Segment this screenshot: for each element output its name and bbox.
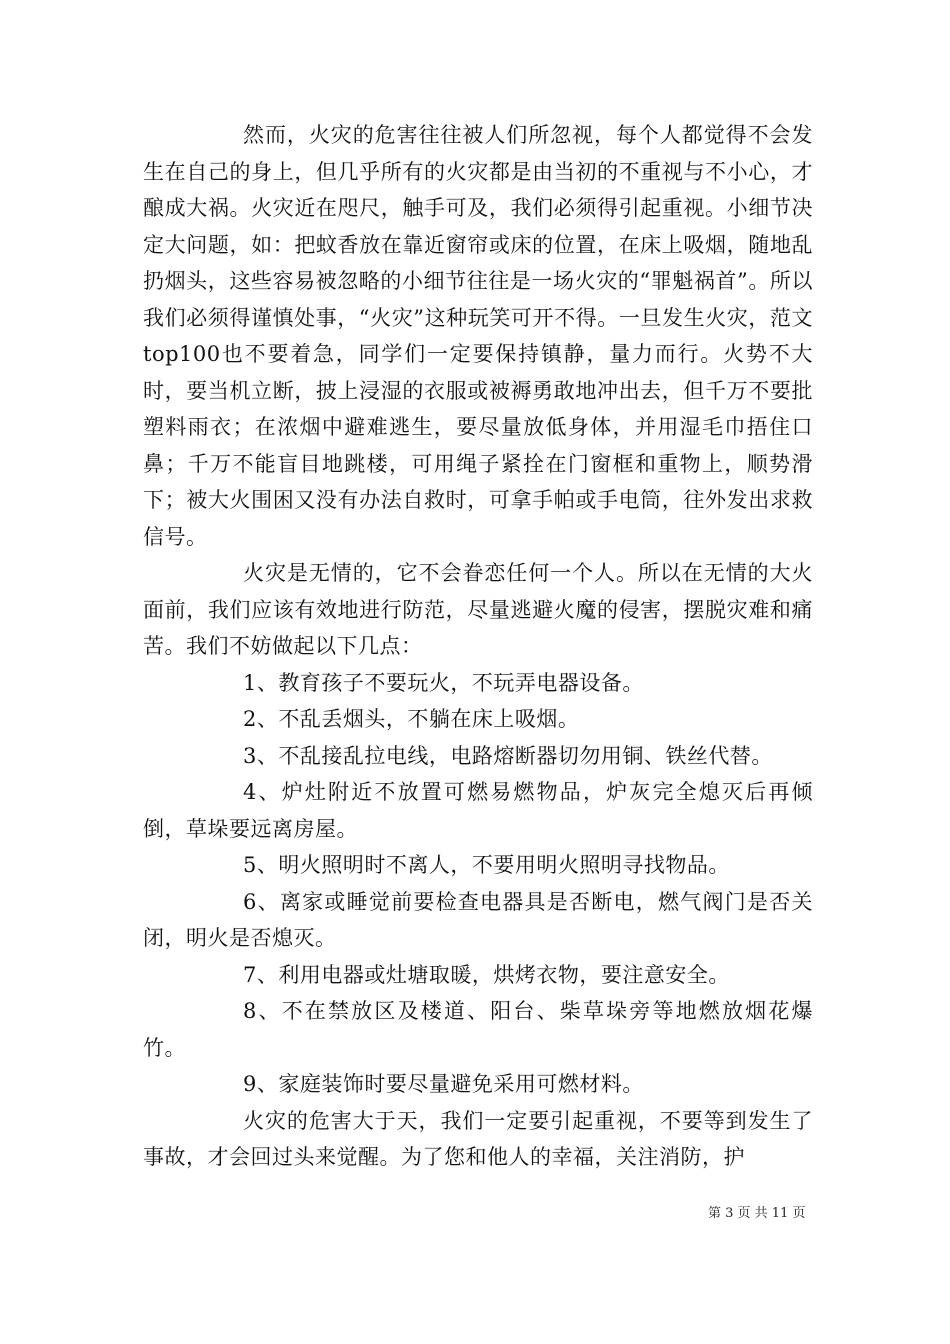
list-item: 4、炉灶附近不放置可燃易燃物品，炉灰完全熄灭后再倾倒，草垛要远离房屋。 bbox=[143, 780, 813, 841]
list-item: 8、不在禁放区及楼道、阳台、柴草垛旁等地燃放烟花爆竹。 bbox=[143, 999, 813, 1060]
page-number-footer: 第 3 页 共 11 页 bbox=[708, 1206, 806, 1221]
paragraph-closing: 火灾的危害大于天，我们一定要引起重视，不要等到发生了事故，才会回过头来觉醒。为了您和他人的幸福，关注消防，护 bbox=[143, 1108, 813, 1169]
list-item: 2、不乱丢烟头，不躺在床上吸烟。 bbox=[243, 707, 580, 731]
paragraph-fire-neglect: 然而，火灾的危害往往被人们所忽视，每个人都觉得不会发生在自己的身上，但几乎所有的火灾都是由当初的不重视与不小心，才酿成大祸。火灾近在咫尺，触手可及，我们必须得引起重视。小细节决定大问题，如：把蚊香放在靠近窗帘或床的位置，在床上吸烟，随地乱扔烟头，这些容易被忽略的小细节往往是一场火灾的“罪魁祸首”。所以我们必须得谨慎处事，“火灾”这种玩笑可开不得。一旦发生火灾，范文top100也不要着急，同学们一定要保持镇静，量力而行。火势不大时，要当机立断，披上浸湿的衣服或被褥勇敢地冲出去，但千万不要批塑料雨衣；在浓烟中避难逃生，要尽量放低身体，并用湿毛巾捂住口鼻；千万不能盲目地跳楼，可用绳子紧拴在门窗框和重物上，顺势滑下；被大火围困又没有办法自救时，可拿手帕或手电筒，往外发出求救信号。 bbox=[143, 123, 813, 549]
list-item: 7、利用电器或灶塘取暖，烘烤衣物，要注意安全。 bbox=[243, 962, 730, 987]
list-item: 1、教育孩子不要玩火，不玩弄电器设备。 bbox=[243, 670, 644, 695]
list-item: 9、家庭装饰时要尽量避免采用可燃材料。 bbox=[243, 1072, 644, 1096]
list-item: 3、不乱接乱拉电线，电路熔断器切勿用铜、铁丝代替。 bbox=[243, 743, 773, 768]
body-text bbox=[143, 117, 813, 1176]
list-item: 5、明火照明时不离人，不要用明火照明寻找物品。 bbox=[243, 853, 730, 877]
paragraph-fire-ruthless: 火灾是无情的，它不会眷恋任何一个人。所以在无情的大火面前，我们应该有效地进行防范，尽量逃避火魔的侵害，摆脱灾难和痛苦。我们不妨做起以下几点： bbox=[143, 561, 813, 658]
list-item: 6、离家或睡觉前要检查电器具是否断电，燃气阀门是否关闭，明火是否熄灭。 bbox=[143, 889, 813, 950]
